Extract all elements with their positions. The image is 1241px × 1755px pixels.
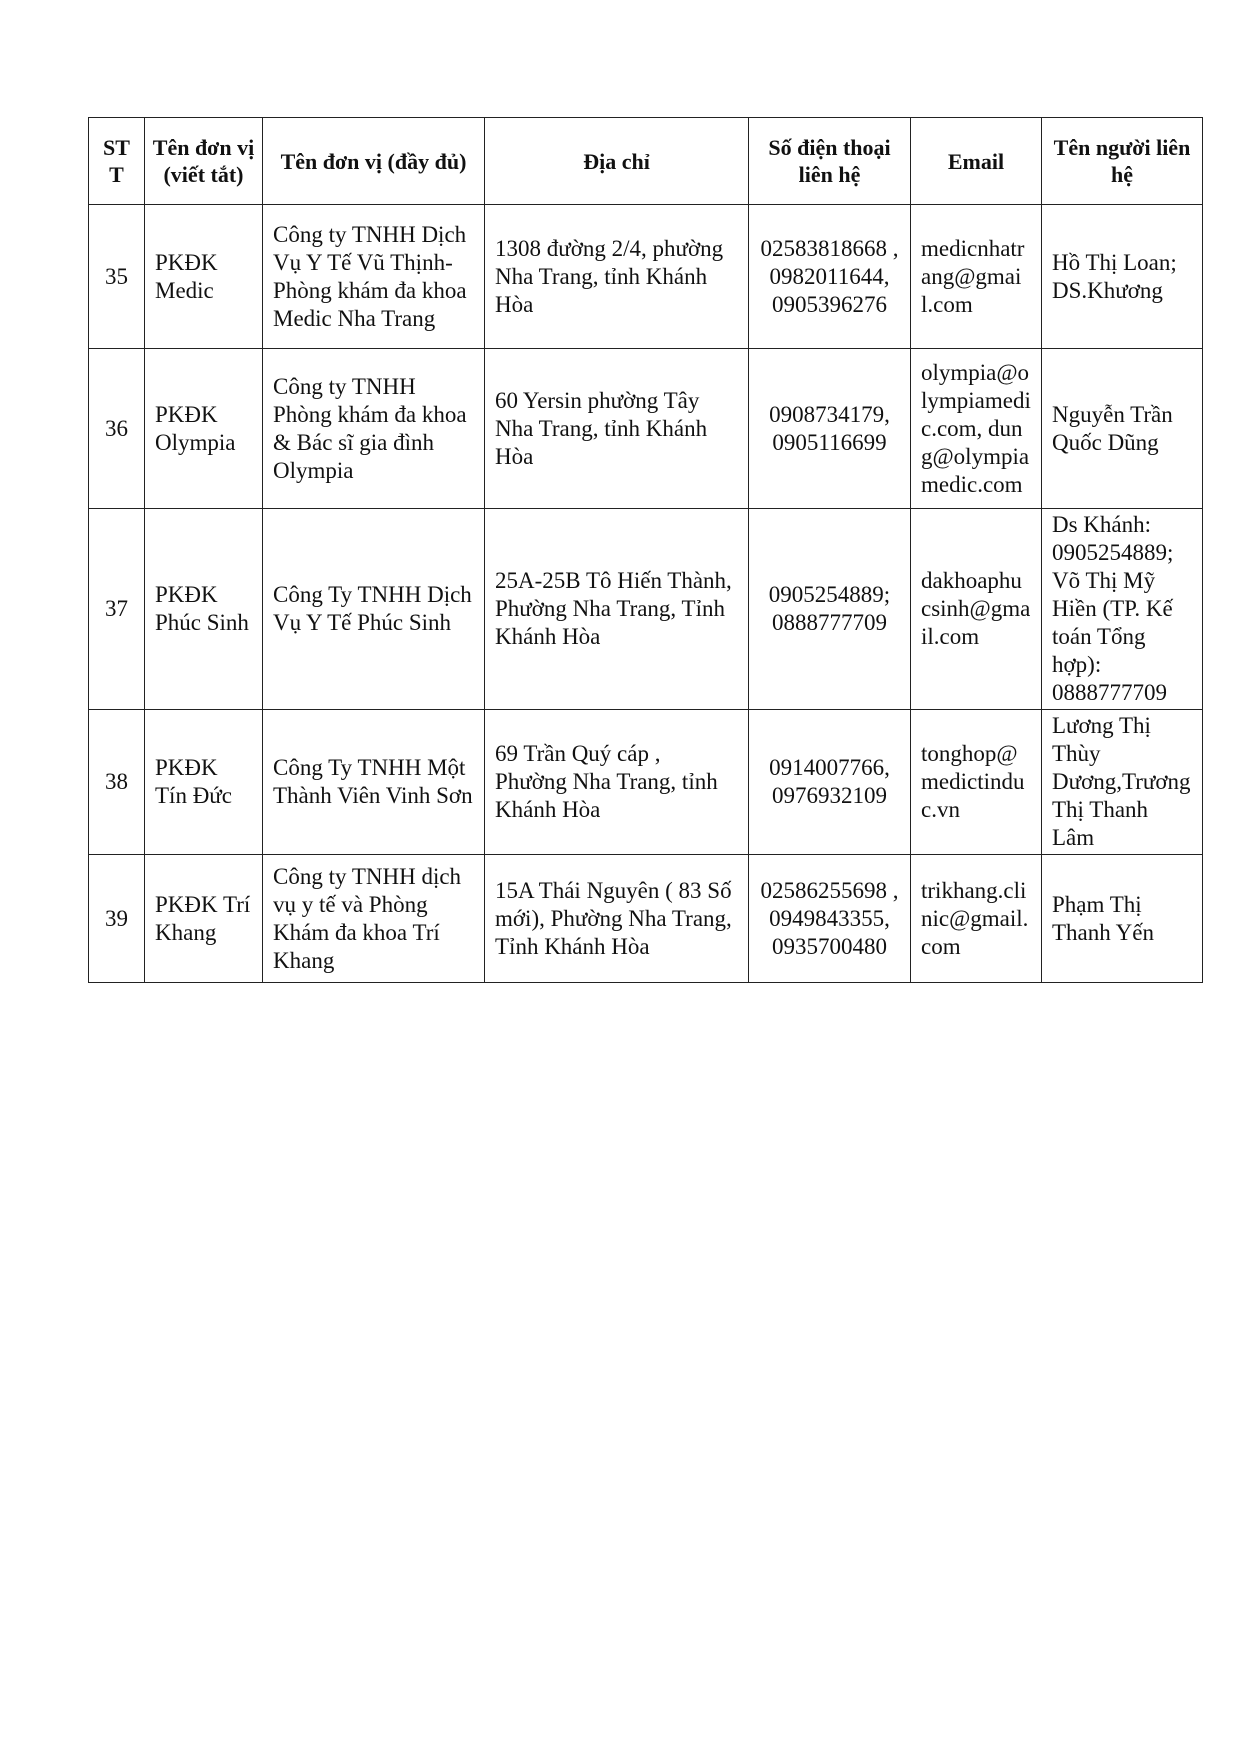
row-full-name: Công ty TNHH dịch vụ y tế và Phòng Khám đa khoa Trí Khang — [263, 855, 485, 983]
row-email: medicnhatrang@gmail.com — [911, 205, 1042, 349]
row-email: olympia@olympiamedic.com, dung@olympiamedic.com — [911, 349, 1042, 509]
row-contact: Nguyễn Trần Quốc Dũng — [1042, 349, 1203, 509]
phone-line-1: 0908734179, 0905116699 — [769, 401, 890, 455]
header-stt: ST T — [89, 118, 145, 205]
row-phone — [749, 509, 911, 710]
phone-line-1: 0905254889; 0888777709 — [768, 582, 891, 635]
phone-line-1: 02583818668 , — [760, 235, 899, 261]
row-phone — [749, 855, 911, 983]
header-phone: Số điện thoại liên hệ — [749, 118, 911, 205]
header-contact: Tên người liên hệ — [1042, 118, 1203, 205]
row-address: 25A-25B Tô Hiến Thành, Phường Nha Trang, Tỉnh Khánh Hòa — [485, 509, 749, 710]
header-full-name: Tên đơn vị (đầy đủ) — [263, 118, 485, 205]
table-row — [89, 509, 1203, 710]
header-short-name: Tên đơn vị (viết tắt) — [145, 118, 263, 205]
row-stt: 38 — [89, 710, 145, 855]
clinic-table — [88, 117, 1203, 983]
row-stt: 37 — [89, 509, 145, 710]
row-phone — [749, 710, 911, 855]
row-contact: Ds Khánh: 0905254889; Võ Thị Mỹ Hiền (TP. Kế toán Tổng hợp): 0888777709 — [1042, 509, 1203, 710]
table-header-row — [89, 118, 1203, 205]
row-short-name: PKĐK Tín Đức — [145, 710, 263, 855]
row-stt: 35 — [89, 205, 145, 349]
row-contact: Phạm Thị Thanh Yến — [1042, 855, 1203, 983]
table-row — [89, 205, 1203, 349]
phone-line-1: 02586255698 , — [760, 877, 899, 903]
table-row — [89, 710, 1203, 855]
row-full-name: Công ty TNHH Phòng khám đa khoa & Bác sĩ gia đình Olympia — [263, 349, 485, 509]
row-stt: 39 — [89, 855, 145, 983]
row-address: 1308 đường 2/4, phường Nha Trang, tỉnh Khánh Hòa — [485, 205, 749, 349]
row-contact: Lương Thị Thùy Dương,Trương Thị Thanh Lâm — [1042, 710, 1203, 855]
row-email: dakhoaphucsinh@gmail.com — [911, 509, 1042, 710]
row-address: 15A Thái Nguyên ( 83 Số mới), Phường Nha Trang, Tỉnh Khánh Hòa — [485, 855, 749, 983]
row-short-name: PKĐK Phúc Sinh — [145, 509, 263, 710]
row-full-name: Công Ty TNHH Dịch Vụ Y Tế Phúc Sinh — [263, 509, 485, 710]
row-phone — [749, 205, 911, 349]
row-stt: 36 — [89, 349, 145, 509]
header-address: Địa chỉ — [485, 118, 749, 205]
header-email: Email — [911, 118, 1042, 205]
row-short-name: PKĐK Trí Khang — [145, 855, 263, 983]
row-contact: Hồ Thị Loan; DS.Khương — [1042, 205, 1203, 349]
phone-line-2: 0949843355, 0935700480 — [769, 905, 890, 959]
table-row — [89, 349, 1203, 509]
row-email: tonghop@medictinduc.vn — [911, 710, 1042, 855]
row-email: trikhang.clinic@gmail.com — [911, 855, 1042, 983]
row-short-name: PKĐK Medic — [145, 205, 263, 349]
phone-line-2: 0982011644, 0905396276 — [769, 263, 890, 317]
row-phone — [749, 349, 911, 509]
phone-line-1: 0914007766, 0976932109 — [769, 755, 890, 808]
row-address: 69 Trần Quý cáp , Phường Nha Trang, tỉnh Khánh Hòa — [485, 710, 749, 855]
table-row — [89, 855, 1203, 983]
row-short-name: PKĐK Olympia — [145, 349, 263, 509]
row-full-name: Công Ty TNHH Một Thành Viên Vinh Sơn — [263, 710, 485, 855]
row-address: 60 Yersin phường Tây Nha Trang, tỉnh Khánh Hòa — [485, 349, 749, 509]
row-full-name: Công ty TNHH Dịch Vụ Y Tế Vũ Thịnh-Phòng khám đa khoa Medic Nha Trang — [263, 205, 485, 349]
